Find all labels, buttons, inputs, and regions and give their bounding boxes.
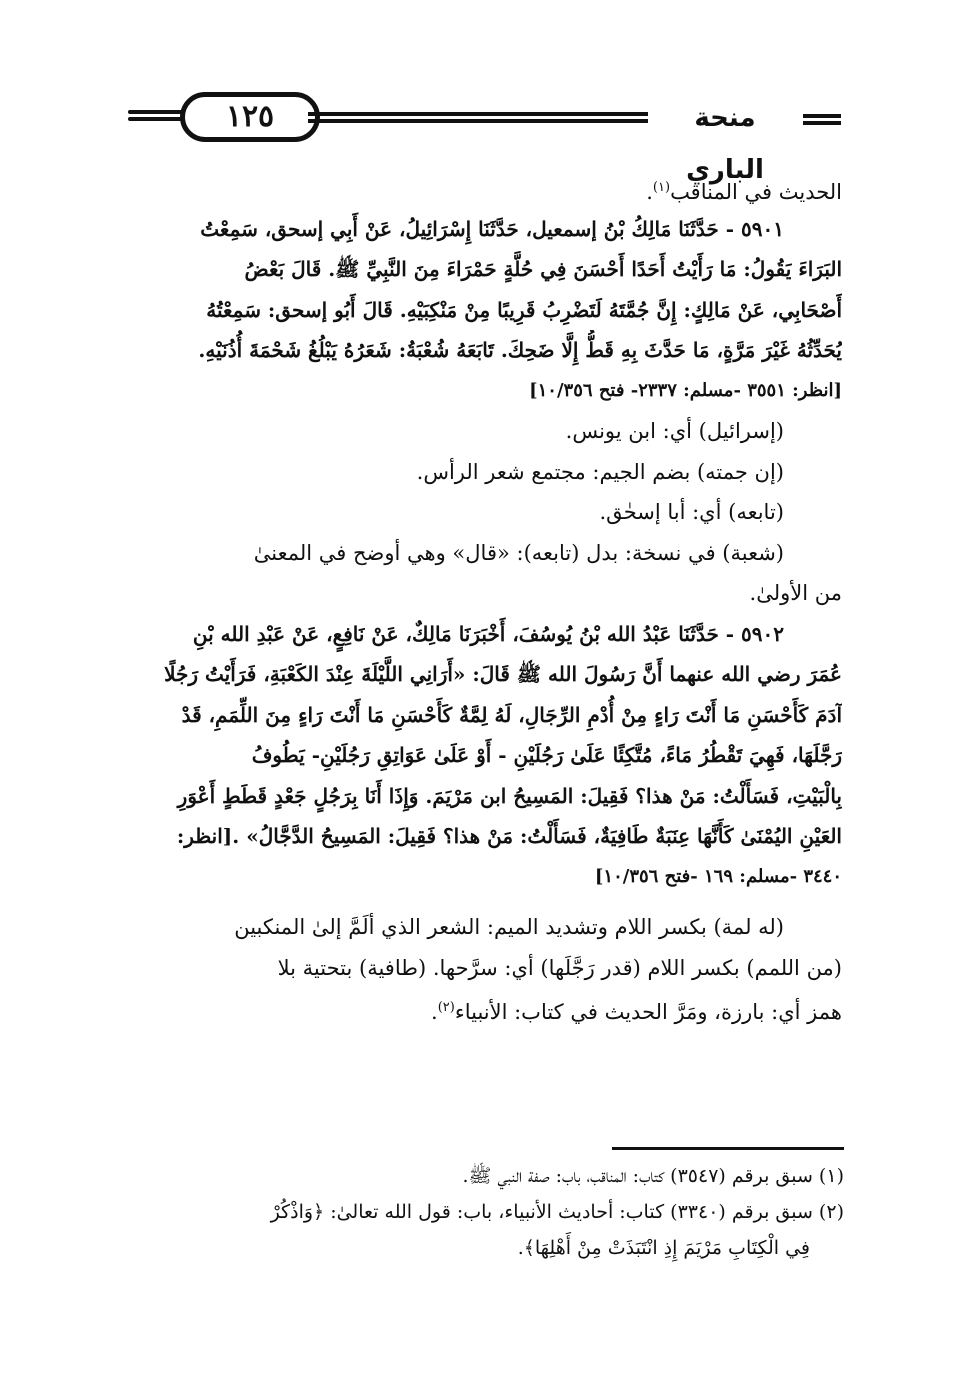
commentary-line: (من اللمم) بكسر اللام (قدر رَجَّلَها) أي: سرَّحها. (طافية) بتحتية بلا — [277, 955, 842, 980]
body-text — [122, 168, 842, 1029]
hadith-line: عُمَرَ رضي الله عنهما أَنَّ رَسُولَ الله ﷺ قَالَ: «أَرَانِي اللَّيْلَةَ عِنْدَ الكَعْبَةِ، فَرَأَيْتُ رَجُلًا — [164, 662, 842, 686]
book-title: منحة الباري — [686, 103, 764, 185]
hadith-line: ٥٩٠١ - حَدَّثَنَا مَالِكُ بْنُ إسمعيل، حَدَّثَنَا إِسْرَائِيلُ، عَنْ أَبِي إسحق، سَمِعْتُ — [200, 216, 784, 241]
footnote-ref: (٢) — [437, 1000, 455, 1015]
page-number: ١٢٥ — [180, 92, 320, 142]
hadith-reference: [انظر: ٣٥٥١ -مسلم: ٢٣٣٧- فتح ١٠/٣٥٦] — [529, 379, 842, 401]
footnotes — [122, 1158, 844, 1266]
hadith-line: البَرَاءَ يَقُولُ: مَا رَأَيْتُ أَحَدًا أَحْسَنَ فِي حُلَّةٍ حَمْرَاءَ مِنَ النَّبِيِّ ﷺ. قَالَ بَعْضُ — [244, 257, 842, 281]
footnote-ref: (١) — [652, 180, 671, 195]
header-rule-right — [803, 114, 841, 128]
footnote-2: (٢) سبق برقم (٣٣٤٠) كتاب: أحاديث الأنبياء، باب: قول الله تعالىٰ: ﴿وَاذْكُرْ — [270, 1201, 844, 1223]
hadith-line: آدَمَ كَأَحْسَنِ مَا أَنْتَ رَاءٍ مِنْ أُدْمِ الرِّجَالِ، لَهُ لِمَّةٌ كَأَحْسَنِ مَا أَنْتَ رَاءٍ مِنَ اللِّمَمِ، قَدْ — [181, 702, 842, 727]
hadith-line: بِالْبَيْتِ، فَسَأَلْتُ: مَنْ هذا؟ فَقِيلَ: المَسِيحُ ابن مَرْيَمَ. وَإِذَا أَنَا بِرَجُلٍ جَعْدٍ قَطَطٍ أَعْوَرِ — [177, 783, 842, 808]
page-header — [128, 92, 840, 185]
hadith-reference: ٣٤٤٠ -مسلم: ١٦٩ -فتح ١٠/٣٥٦] — [594, 865, 842, 887]
commentary-line: (له لمة) بكسر اللام وتشديد الميم: الشعر الذي ألَمَّ إلىٰ المنكبين — [234, 915, 784, 939]
hadith-line: يُحَدِّثُهُ غَيْرَ مَرَّةٍ، مَا حَدَّثَ بِهِ قَطُّ إِلَّا ضَحِكَ. تَابَعَهُ شُعْبَةُ: شَعَرُهُ يَبْلُغُ شَحْمَةَ أُذُنَيْهِ. — [198, 338, 842, 362]
hadith-line: أَصْحَابِي، عَنْ مَالِكٍ: إِنَّ جُمَّتَهُ لَتَضْرِبُ قَرِيبًا مِنْ مَنْكِبَيْهِ. قَالَ أَبُو إسحق: سَمِعْتُهُ — [206, 297, 842, 322]
commentary-line: (تابعه) أي: أبا إسحٰق. — [599, 500, 784, 524]
footnote-1: (١) سبق برقم (٣٥٤٧) كتاب: المناقب، باب: صفة النبي ﷺ. — [462, 1165, 844, 1187]
footnote-separator — [612, 1147, 844, 1150]
hadith-line: ٥٩٠٢ - حَدَّثَنَا عَبْدُ الله بْنُ يُوسُفَ، أَخْبَرَنَا مَالِكٌ، عَنْ نَافِعٍ، عَنْ عَبْدِ الله بْنِ — [192, 621, 784, 646]
hadith-line: العَيْنِ اليُمْنَىٰ كَأَنَّهَا عِنَبَةٌ طَافِيَةٌ، فَسَأَلْتُ: مَنْ هذا؟ فَقِيلَ: المَسِيحُ الدَّجَّالُ» .[انظر: — [176, 824, 842, 848]
commentary-line: (إسرائيل) أي: ابن يونس. — [565, 419, 784, 443]
hadith-line: رَجَّلَهَا، فَهِيَ تَقْطُرُ مَاءً، مُتَّكِئًا عَلَىٰ رَجُلَيْنِ - أَوْ عَلَىٰ عَوَاتِقِ رَجُلَيْنِ- يَطُوفُ — [251, 743, 842, 767]
header-rule-middle — [308, 112, 648, 126]
footnote-2-continued: فِي الْكِتَابِ مَرْيَمَ إِذِ انْتَبَذَتْ مِنْ أَهْلِهَا﴾. — [517, 1237, 810, 1259]
header-rule-left — [128, 110, 183, 124]
commentary-line: همز أي: بارزة، ومَرَّ الحديث في كتاب: الأنبياء$^{(٢)}$. — [431, 1000, 842, 1024]
text-line: الحديث في المناقب$^{(١)}$. — [646, 180, 842, 204]
commentary-line: من الأولىٰ. — [749, 581, 842, 605]
commentary-line: (شعبة) في نسخة: بدل (تابعه): «قال» وهي أوضح في المعنىٰ — [253, 540, 784, 565]
commentary-line: (إن جمته) بضم الجيم: مجتمع شعر الرأس. — [416, 459, 784, 484]
